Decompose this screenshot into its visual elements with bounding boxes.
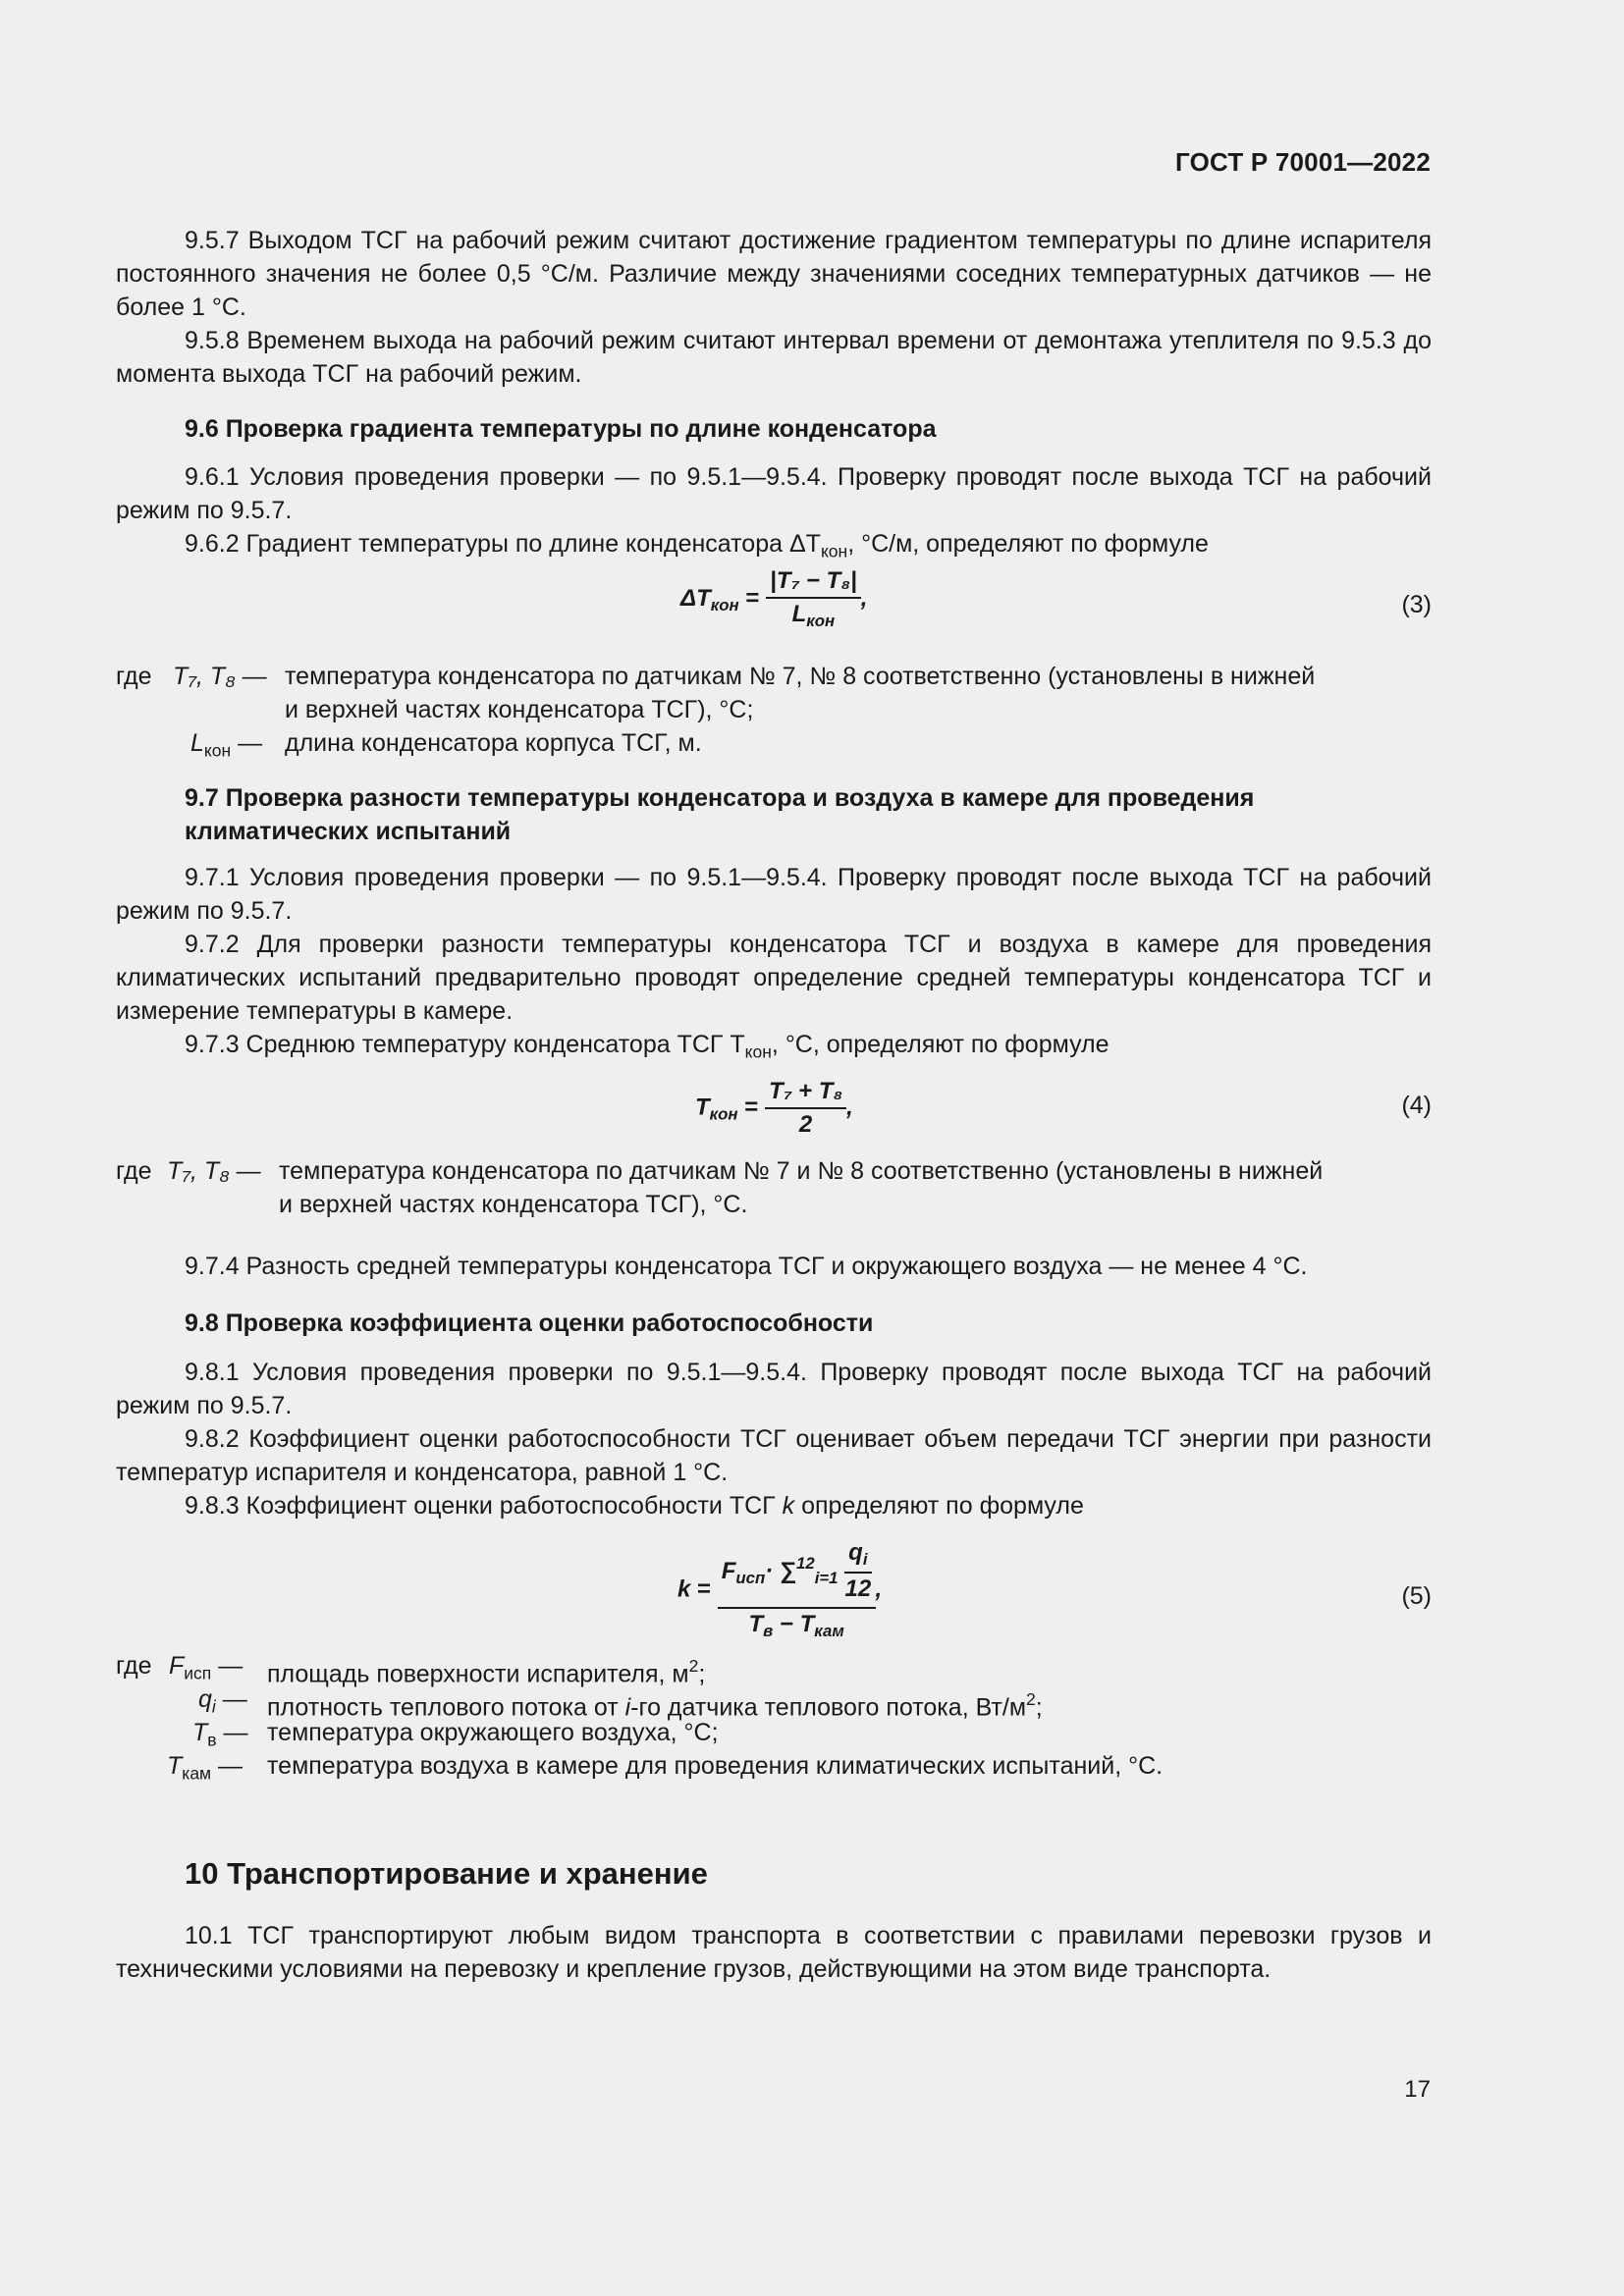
where-5-prefix: где bbox=[116, 1652, 152, 1680]
paragraph-9-6-2-text: 9.6.2 Градиент температуры по длине конденсатора ΔT bbox=[185, 530, 821, 558]
paragraph-9-5-8: 9.5.8 Временем выхода на рабочий режим считают интервал времени от демонтажа утеплителя по 9.5.3 до момента выхода ТСГ на рабочий режим. bbox=[116, 327, 1432, 388]
where-3-symbol-1 bbox=[173, 660, 267, 693]
where-4-row-1 bbox=[116, 1154, 1432, 1188]
where-3-symbol-2-text: L bbox=[190, 729, 204, 757]
formula-3-comma: , bbox=[860, 584, 868, 612]
formula-4-number: (4) bbox=[1401, 1092, 1432, 1119]
formula-5-q-fraction bbox=[844, 1539, 871, 1605]
formula-4 bbox=[116, 1078, 1432, 1166]
formula-3-denominator bbox=[766, 599, 861, 631]
where-3-symbol-2-sub: кон bbox=[203, 740, 232, 761]
formula-4-lhs-sub: кон bbox=[709, 1104, 738, 1124]
where-5-dash-2: — bbox=[222, 1685, 247, 1713]
formula-3-expression: $\Delta T_{кон}$ = $\frac{\text{|T₇ − T₈|}}{L_{кон}}$ , bbox=[680, 567, 868, 631]
section-10-body bbox=[116, 1919, 1432, 1986]
paragraph-9-8-1: 9.8.1 Условия проведения проверки по 9.5.1—9.5.4. Проверку проводят после выхода ТСГ на рабочий режим по 9.5.7. bbox=[116, 1359, 1432, 1419]
where-4-symbol-text: T₇, T₈ — bbox=[167, 1157, 261, 1185]
where-5-symbol-2-sub: i bbox=[211, 1696, 216, 1717]
where-4-text-1: температура конденсатора по датчикам № 7 и № 8 соответственно (установлены в нижней bbox=[279, 1157, 1324, 1185]
formula-3-lhs-sub: кон bbox=[710, 595, 739, 614]
formula-3 bbox=[116, 567, 1432, 656]
formula-5-f-sub: исп bbox=[735, 1568, 766, 1587]
where-4-text-2: и верхней частях конденсатора ТСГ), °С. bbox=[279, 1191, 748, 1218]
where-5-row-2 bbox=[116, 1682, 1432, 1722]
paragraph-9-6-1: 9.6.1 Условия проведения проверки — по 9.5.1—9.5.4. Проверку проводят после выхода ТСГ на рабочий режим по 9.5.7. bbox=[116, 463, 1432, 524]
formula-4-lhs: T bbox=[695, 1094, 710, 1121]
where-3-text-1b: и верхней частях конденсатора ТСГ), °С; bbox=[285, 696, 754, 723]
section-9-6-body bbox=[116, 460, 1432, 567]
section-9-7-4 bbox=[116, 1250, 1432, 1283]
where-5-text-4: температура воздуха в камере для проведения климатических испытаний, °С. bbox=[267, 1752, 1164, 1780]
where-4-row-2 bbox=[116, 1188, 1432, 1221]
where-5-symbol-4 bbox=[167, 1749, 243, 1789]
where-5-text-1-sup: 2 bbox=[688, 1656, 699, 1676]
where-3-text-2: длина конденсатора корпуса ТСГ, м. bbox=[285, 729, 702, 757]
where-4-symbol bbox=[167, 1154, 261, 1188]
formula-4-fraction bbox=[765, 1078, 846, 1139]
where-3-symbol-2 bbox=[190, 726, 262, 767]
section-10 bbox=[116, 1857, 1432, 1891]
formula-4-numerator: T₇ + T₈ bbox=[765, 1078, 846, 1109]
heading-9-7-line-2: климатических испытаний bbox=[185, 818, 512, 845]
where-5-dash-4: — bbox=[218, 1752, 244, 1780]
where-5-row-1 bbox=[116, 1649, 1432, 1688]
formula-3-lhs: ΔT bbox=[680, 584, 711, 612]
paragraph-9-7-2: 9.7.2 Для проверки разности температуры конденсатора ТСГ и воздуха в камере для проведения климатических испытаний предварительно проводят определение средней температуры конденсатора ТСГ и измерение температуры в камере. bbox=[116, 931, 1432, 1025]
paragraph-9-5-7: 9.5.7 Выходом ТСГ на рабочий режим считают достижение градиентом температуры по длине испарителя постоянного значения не более 0,5 °С/м. Различие между значениями соседних температурных датчиков — не более 1 °С. bbox=[116, 227, 1432, 321]
formula-5-sum-sub: i=1 bbox=[814, 1568, 839, 1587]
formula-5-q-text: q bbox=[848, 1539, 863, 1566]
formula-4-expression: $T_{кон}$ = $\frac{\text{T₇ + T₈}}{2}$ , bbox=[695, 1078, 853, 1138]
formula-5-q-sub: i bbox=[862, 1550, 868, 1570]
where-5-text-2-end: ; bbox=[1035, 1693, 1043, 1722]
paragraph-9-6-2-sub: кон bbox=[820, 541, 848, 561]
formula-3-numerator: |T₇ − T₈| bbox=[766, 567, 861, 599]
section-9-6 bbox=[116, 412, 1432, 446]
where-5-text-2-a: плотность теплового потока от bbox=[267, 1693, 625, 1722]
formula-5-expression: k = $F_{исп}\cdot \sum^{12}_{i=1}$ $\frac{q_i}{12}$ $T_в - T_{кам}$ , bbox=[677, 1539, 883, 1641]
paragraph-9-6-2-tail: , °С/м, определяют по формуле bbox=[847, 530, 1209, 558]
where-5-symbol-4-text: T bbox=[167, 1752, 183, 1780]
where-5-text-1-end: ; bbox=[698, 1660, 706, 1688]
where-5-dash-3: — bbox=[223, 1719, 248, 1746]
where-3-row-1b bbox=[116, 693, 1432, 726]
where-list-5 bbox=[116, 1649, 1432, 1783]
formula-5-fraction bbox=[718, 1539, 876, 1641]
where-3-prefix: где bbox=[116, 663, 152, 690]
section-9-7 bbox=[116, 781, 1432, 848]
formula-4-comma: , bbox=[846, 1094, 853, 1121]
where-5-symbol-2-text: q bbox=[198, 1685, 212, 1713]
formula-5-f: F bbox=[721, 1557, 736, 1584]
where-3-row-2 bbox=[116, 726, 1432, 760]
where-3-dash-2: — bbox=[238, 729, 263, 757]
formula-5-t2-sub: кам bbox=[814, 1622, 844, 1641]
paragraph-9-7-3-sub: кон bbox=[744, 1041, 772, 1062]
formula-5-number: (5) bbox=[1401, 1582, 1432, 1610]
formula-3-fraction bbox=[766, 567, 861, 631]
where-5-symbol-4-sub: кам bbox=[182, 1763, 212, 1784]
paragraph-9-7-3-text: 9.7.3 Среднюю температуру конденсатора ТСГ T bbox=[185, 1031, 745, 1058]
formula-5-q-den: 12 bbox=[844, 1575, 872, 1603]
formula-5-sum: · ∑ bbox=[765, 1557, 797, 1584]
formula-5-t: T bbox=[748, 1611, 764, 1638]
heading-9-7-line-1: 9.7 Проверка разности температуры конденсатора и воздуха в камере для проведения bbox=[185, 784, 1255, 812]
where-list-3 bbox=[116, 660, 1432, 760]
where-4-prefix: где bbox=[116, 1157, 152, 1185]
formula-3-den: L bbox=[791, 601, 807, 627]
section-9-8-body bbox=[116, 1356, 1432, 1522]
paragraph-9-7-1: 9.7.1 Условия проведения проверки — по 9.5.1—9.5.4. Проверку проводят после выхода ТСГ на рабочий режим по 9.5.7. bbox=[116, 864, 1432, 925]
formula-5-sum-sup: 12 bbox=[796, 1553, 815, 1573]
formula-5-t2: − T bbox=[773, 1611, 815, 1638]
where-list-4 bbox=[116, 1154, 1432, 1221]
where-5-symbol-3-text: T bbox=[192, 1719, 208, 1746]
paragraph-9-6-2 bbox=[116, 527, 1432, 567]
section-9-8 bbox=[116, 1307, 1432, 1340]
where-3-row-1 bbox=[116, 660, 1432, 693]
heading-10: 10 Транспортирование и хранение bbox=[185, 1856, 708, 1891]
paragraph-9-8-2: 9.8.2 Коэффициент оценки работоспособности ТСГ оценивает объем передачи ТСГ энергии при разности температур испарителя и конденсатора, равной 1 °С. bbox=[116, 1425, 1432, 1486]
formula-3-number: (3) bbox=[1401, 591, 1432, 618]
paragraph-9-8-3 bbox=[116, 1489, 1432, 1522]
formula-5-denominator bbox=[718, 1609, 876, 1641]
section-9-7-body bbox=[116, 861, 1432, 1068]
where-5-text-2-i: i bbox=[624, 1693, 631, 1722]
where-3-text-1: температура конденсатора по датчикам № 7, № 8 соответственно (установлены в нижней bbox=[285, 663, 1316, 690]
where-5-symbol-3-sub: в bbox=[207, 1730, 217, 1750]
formula-5-lhs: k bbox=[677, 1575, 691, 1603]
where-5-text-2-sup: 2 bbox=[1026, 1689, 1036, 1709]
paragraph-10-1: 10.1 ТСГ транспортируют любым видом транспорта в соответствии с правилами перевозки грузов и техническими условиями на перевозку и крепление грузов, действующими на этом виде транспорта. bbox=[116, 1922, 1432, 1983]
paragraph-9-8-3-tail: определяют по формуле bbox=[794, 1492, 1084, 1520]
where-5-row-4 bbox=[116, 1749, 1432, 1783]
heading-9-8: 9.8 Проверка коэффициента оценки работоспособности bbox=[185, 1309, 874, 1337]
paragraph-9-7-3 bbox=[116, 1028, 1432, 1068]
formula-4-denominator: 2 bbox=[798, 1111, 813, 1138]
formula-3-den-sub: кон bbox=[806, 612, 836, 631]
formula-5-numerator bbox=[718, 1539, 876, 1609]
where-5-symbol-1-text: F bbox=[169, 1652, 185, 1680]
where-5-text-1-body: площадь поверхности испарителя, м bbox=[267, 1660, 689, 1688]
page-number: 17 bbox=[1404, 2076, 1431, 2103]
paragraph-9-7-4: 9.7.4 Разность средней температуры конденсатора ТСГ и окружающего воздуха — не менее 4 °С. bbox=[185, 1253, 1308, 1280]
paragraph-9-8-3-k: k bbox=[782, 1492, 795, 1520]
where-3-symbol-1-text: T₇, T₈ — bbox=[173, 663, 267, 690]
where-5-text-2-b: -го датчика теплового потока, Вт/м bbox=[630, 1693, 1027, 1722]
document-code: ГОСТ Р 70001—2022 bbox=[1175, 147, 1431, 177]
paragraph-9-8-3-text: 9.8.3 Коэффициент оценки работоспособности ТСГ bbox=[185, 1492, 783, 1520]
formula-5-comma: , bbox=[875, 1575, 883, 1603]
formula-5-q bbox=[844, 1539, 871, 1574]
where-5-row-3 bbox=[116, 1716, 1432, 1749]
where-5-text-3: температура окружающего воздуха, °С; bbox=[267, 1719, 719, 1746]
where-5-dash-1: — bbox=[218, 1652, 244, 1680]
paragraph-9-7-3-tail: , °С, определяют по формуле bbox=[771, 1031, 1110, 1058]
section-9-5-continued bbox=[116, 224, 1432, 391]
formula-5 bbox=[116, 1539, 1432, 1641]
where-5-symbol-1-sub: исп bbox=[184, 1663, 212, 1683]
formula-5-t-sub: в bbox=[763, 1622, 774, 1641]
heading-9-6: 9.6 Проверка градиента температуры по длине конденсатора bbox=[185, 415, 937, 443]
